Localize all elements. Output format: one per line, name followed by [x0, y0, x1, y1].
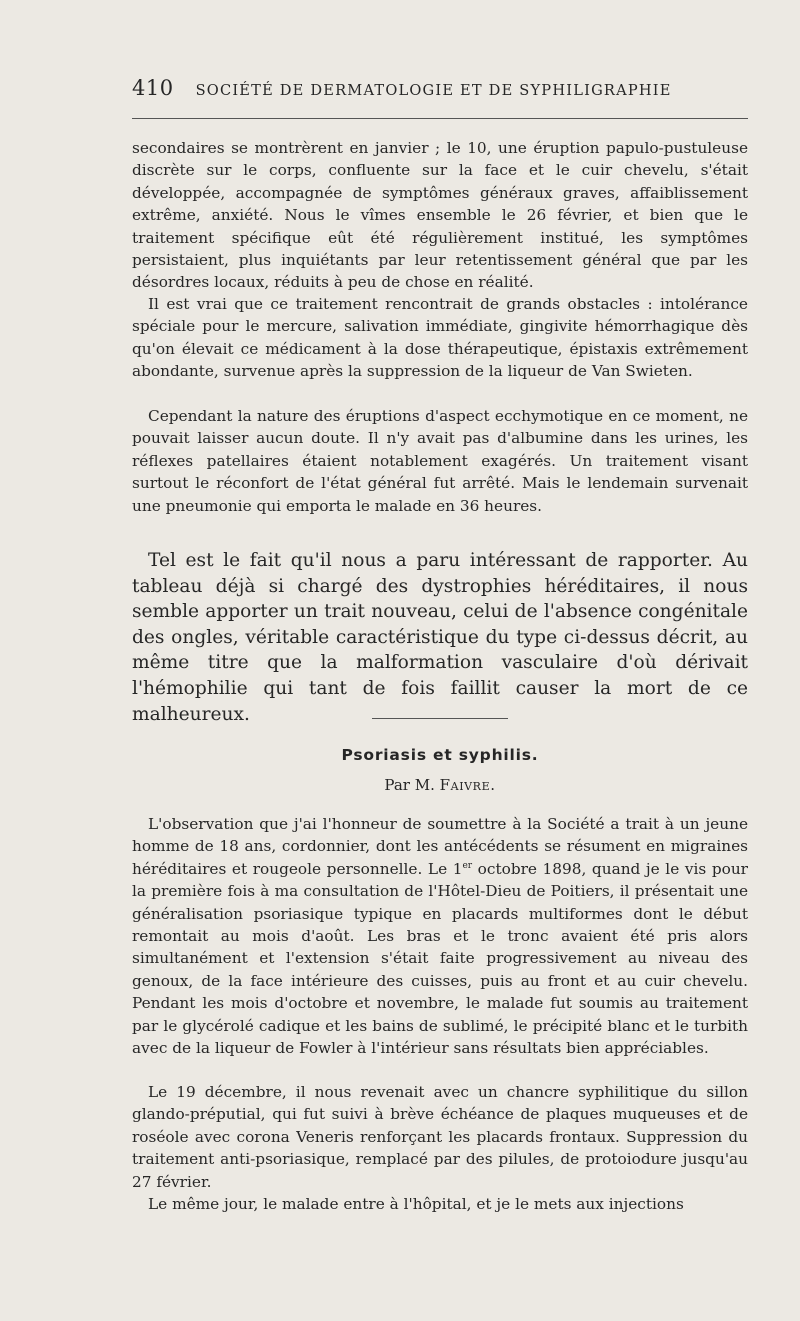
byline — [132, 776, 748, 794]
header-rule — [132, 118, 748, 119]
paragraph-continued: secondaires se montrèrent en janvier ; le 10, une éruption papulo-pustuleuse discrète sur le corps, confluente sur la face et le cuir chevelu, s'était développée, accompagnée de symptômes généraux graves, affaiblissement extrême, anxiété. Nous le vîmes ensemble le 26 février, et bien que le traitement spécifique eût été régulièrement institué, les symptômes persistaient, plus inquiétants par leur retentissement général que par les désordres locaux, réduits à peu de chose en réalité. — [132, 139, 748, 292]
byline-prefix: Par M. — [384, 776, 435, 794]
superscript: er — [462, 860, 473, 871]
running-head — [132, 76, 748, 100]
running-title: SOCIÉTÉ DE DERMATOLOGIE ET DE SYPHILIGRAPHIE — [195, 82, 672, 99]
author-name: Faivre. — [439, 776, 496, 794]
paragraph: Le 19 décembre, il nous revenait avec un chancre syphilitique du sillon glando-préputial, qui fut suivi à brève échéance de plaques muqueuses et de roséole avec corona Veneris renforçant les placards frontaux. Suppression du traitement anti-psoriasique, remplacé par des pilules, de protoiodure jusqu'au 27 février. — [132, 1083, 748, 1191]
conclusion-paragraph: Tel est le fait qu'il nous a paru intéressant de rapporter. Au tableau déjà si chargé des dystrophies héréditaires, il nous semble apporter un trait nouveau, celui de l'absence congénitale des ongles, véritable caractéristique du type ci-dessus décrit, au même titre que la malformation vasculaire d'où dérivait l'hémophilie qui tant de fois faillit causer la mort de ce malheureux. — [132, 550, 748, 725]
section-divider — [372, 718, 508, 719]
paragraph: Cependant la nature des éruptions d'aspect ecchymotique en ce moment, ne pouvait laisser aucun doute. Il n'y avait pas d'albumine dans les urines, les réflexes patellaires étaient notablement exagérés. Un traitement visant surtout le réconfort de l'état général fut arrêté. Mais le lendemain survenait une pneumonie qui emporta le malade en 36 heures. — [132, 407, 748, 515]
page-number: 410 — [132, 76, 174, 100]
paragraph-text: octobre 1898, quand je le vis pour la première fois à ma consultation de l'Hôtel-Dieu de Poitiers, il présentait une généralisation psoriasique typique en placards multiformes dont le début remontait au mois d'août. Les bras et le tronc avaient été pris alors simultanément et l'extension s'était faite progressivement au niveau des genoux, de la face intérieure des cuisses, puis au front et au cuir chevelu. Pendant les mois d'octobre et novembre, le malade fut soumis au traitement par le glycérolé cadique et les bains de sublimé, le précipité blanc et le turbith avec de la liqueur de Fowler à l'intérieur sans résultats bien appréciables. — [132, 859, 748, 1058]
article-title: Psoriasis et syphilis. — [341, 746, 539, 764]
paragraph: Le même jour, le malade entre à l'hôpital, et je le mets aux injections — [148, 1195, 684, 1213]
paragraph: Il est vrai que ce traitement rencontrait de grands obstacles : intolérance spéciale pour le mercure, salivation immédiate, gingivite hémorrhagique dès qu'on élevait ce médicament à la dose thérapeutique, épistaxis extrêmement abondante, survenue après la suppression de la liqueur de Van Swieten. — [132, 295, 748, 381]
paragraph-text: L'observation que j'ai l'honneur de soumettre à la Société a trait à un jeune homme de 18 ans, cordonnier, dont les antécédents se résument en migraines héréditaires et rougeole personnelle. Le 1 — [132, 815, 748, 878]
paragraph — [132, 813, 748, 1059]
